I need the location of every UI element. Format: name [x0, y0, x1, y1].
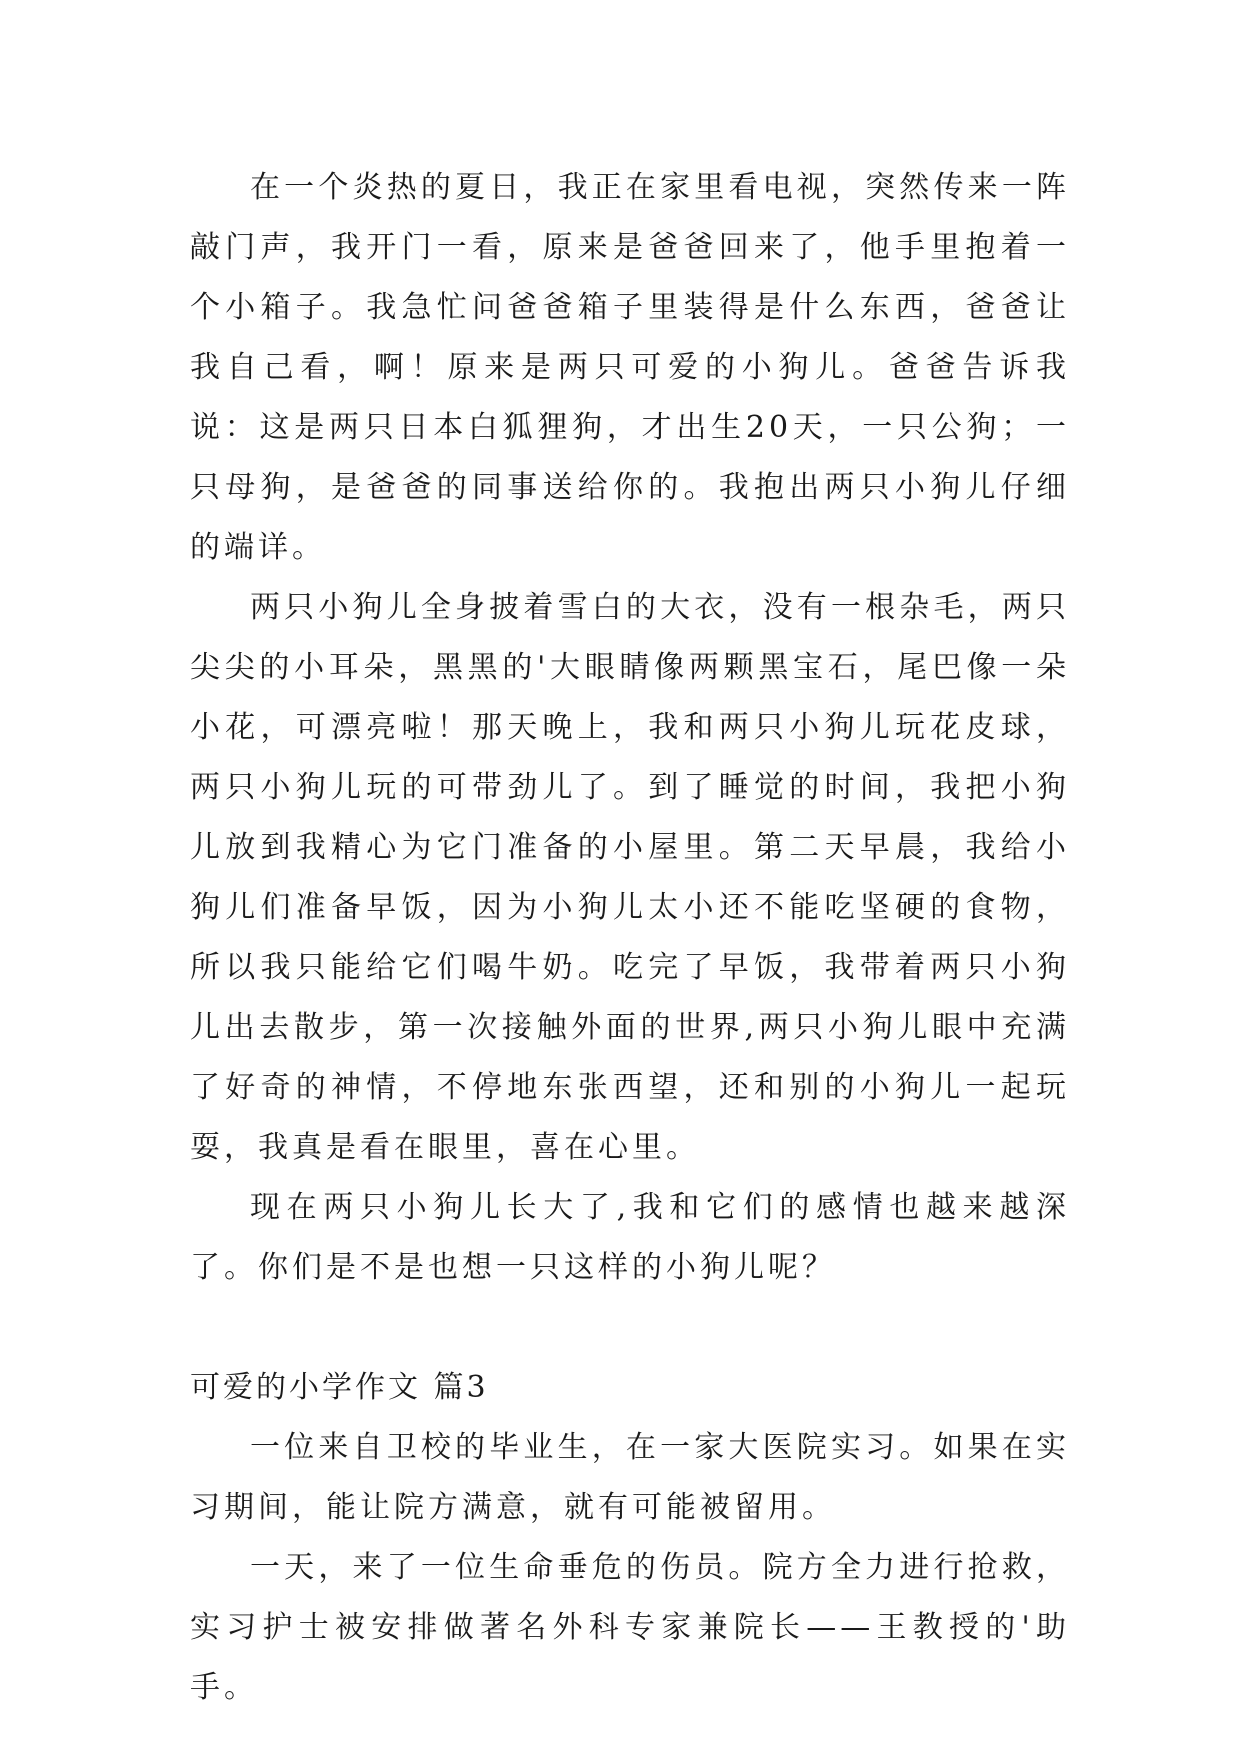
- section-gap: [190, 1298, 1070, 1358]
- paragraph: 在一个炎热的夏日，我正在家里看电视，突然传来一阵敲门声，我开门一看，原来是爸爸回来了，他手里抱着一个小箱子。我急忙问爸爸箱子里装得是什么东西，爸爸让我自己看，啊！原来是两只可爱的小狗儿。爸爸告诉我说：这是两只日本白狐狸狗，才出生20天，一只公狗；一只母狗，是爸爸的同事送给你的。我抱出两只小狗儿仔细的端详。: [190, 170, 1070, 565]
- paragraph: 两只小狗儿全身披着雪白的大衣，没有一根杂毛，两只尖尖的小耳朵，黑黑的'大眼睛像两颗黑宝石，尾巴像一朵小花，可漂亮啦！那天晚上，我和两只小狗儿玩花皮球，两只小狗儿玩的可带劲儿了。到了睡觉的时间，我把小狗儿放到我精心为它门准备的小屋里。第二天早晨，我给小狗儿们准备早饭，因为小狗儿太小还不能吃坚硬的食物，所以我只能给它们喝牛奶。吃完了早饭，我带着两只小狗儿出去散步，第一次接触外面的世界,两只小狗儿眼中充满了好奇的神情，不停地东张西望，还和别的小狗儿一起玩耍，我真是看在眼里，喜在心里。: [190, 590, 1070, 1165]
- paragraph: 一位来自卫校的毕业生，在一家大医院实习。如果在实习期间，能让院方满意，就有可能被留用。: [190, 1430, 1070, 1525]
- paragraph: 现在两只小狗儿长大了,我和它们的感情也越来越深了。你们是不是也想一只这样的小狗儿呢？: [190, 1190, 1070, 1285]
- section-heading: 可爱的小学作文 篇3: [190, 1370, 489, 1405]
- paragraph: 一天，来了一位生命垂危的伤员。院方全力进行抢救，实习护士被安排做著名外科专家兼院长——王教授的'助手。: [190, 1550, 1070, 1705]
- document-body: [190, 158, 1070, 1718]
